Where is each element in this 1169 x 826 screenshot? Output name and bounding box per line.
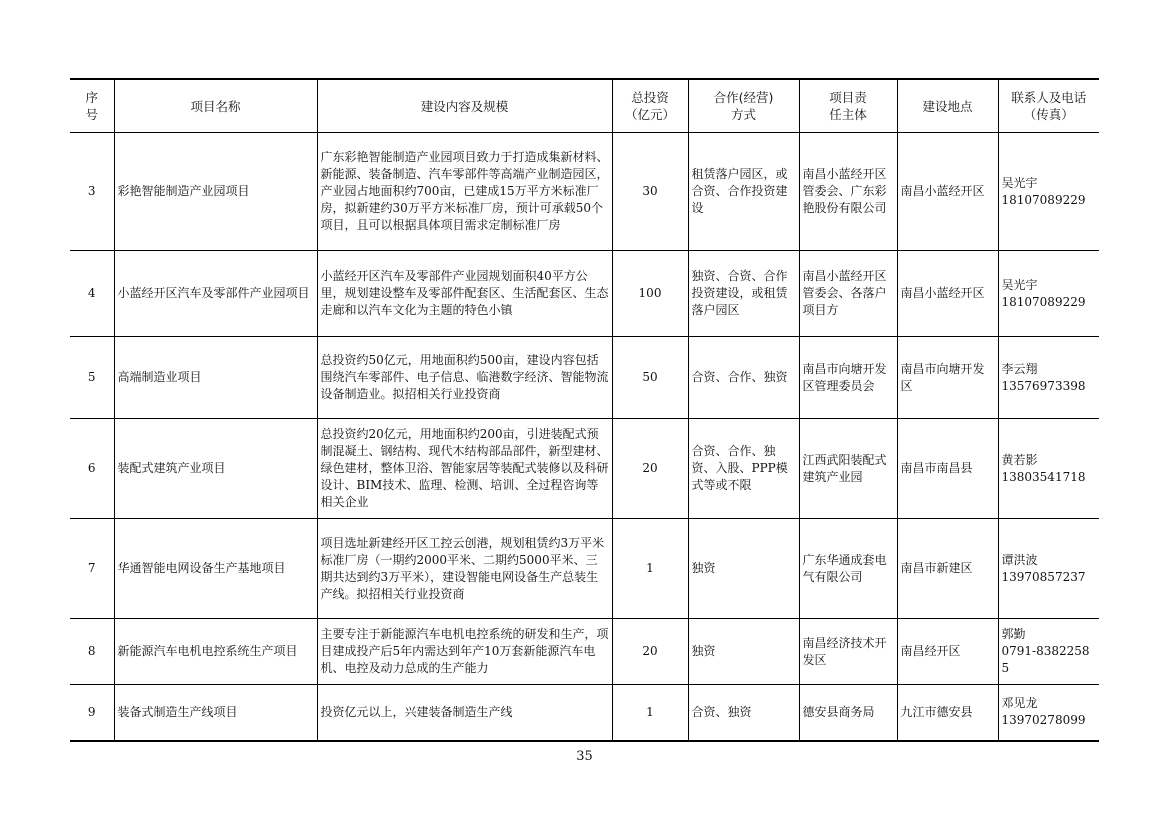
contact-phone: 13803541718: [1001, 469, 1086, 484]
cell-responsible: 江西武阳装配式建筑产业园: [799, 419, 897, 519]
table-row: [70, 519, 1099, 619]
cell-location: 南昌小蓝经开区: [897, 251, 998, 337]
cell-seq: 8: [70, 619, 114, 685]
cell-cooperation: 独资: [688, 619, 799, 685]
cell-content: 总投资约50亿元，用地面积约500亩，建设内容包括围绕汽车零部件、电子信息、临港数字经济、智能物流设备制造业。拟招相关行业投资商: [317, 337, 612, 419]
cell-seq: 7: [70, 519, 114, 619]
cell-investment: 1: [612, 685, 688, 741]
contact-phone: 13970857237: [1001, 569, 1086, 584]
table-row: [70, 419, 1099, 519]
cell-cooperation: 独资: [688, 519, 799, 619]
cell-name: 高端制造业项目: [114, 337, 317, 419]
cell-contact: [998, 419, 1099, 519]
cell-seq: 9: [70, 685, 114, 741]
cell-investment: 20: [612, 619, 688, 685]
cell-name: 新能源汽车电机电控系统生产项目: [114, 619, 317, 685]
contact-phone: 13576973398: [1001, 378, 1086, 393]
header-investment: 总投资 （亿元）: [612, 79, 688, 133]
contact-name: 谭洪波: [1001, 552, 1038, 567]
cell-contact: [998, 133, 1099, 251]
cell-name: 小蓝经开区汽车及零部件产业园项目: [114, 251, 317, 337]
header-location: 建设地点: [897, 79, 998, 133]
contact-name: 邓见龙: [1001, 696, 1038, 711]
cell-content: 小蓝经开区汽车及零部件产业园规划面积40平方公里，规划建设整车及零部件配套区、生活配套区、生态走廊和以汽车文化为主题的特色小镇: [317, 251, 612, 337]
cell-seq: 4: [70, 251, 114, 337]
table-row: [70, 685, 1099, 741]
cell-seq: 6: [70, 419, 114, 519]
contact-phone: 18107089229: [1001, 192, 1086, 207]
cell-investment: 20: [612, 419, 688, 519]
cell-location: 南昌市新建区: [897, 519, 998, 619]
cell-location: 南昌市南昌县: [897, 419, 998, 519]
contact-name: 吴光宇: [1001, 175, 1038, 190]
cell-responsible: 广东华通成套电气有限公司: [799, 519, 897, 619]
header-contact: 联系人及电话 （传真）: [998, 79, 1099, 133]
contact-name: 吴光宇: [1001, 277, 1038, 292]
cell-name: 装备式制造生产线项目: [114, 685, 317, 741]
cell-contact: [998, 337, 1099, 419]
cell-contact: [998, 519, 1099, 619]
cell-responsible: 德安县商务局: [799, 685, 897, 741]
cell-contact: [998, 251, 1099, 337]
cell-location: 南昌经开区: [897, 619, 998, 685]
cell-location: 九江市德安县: [897, 685, 998, 741]
cell-contact: [998, 685, 1099, 741]
cell-name: 华通智能电网设备生产基地项目: [114, 519, 317, 619]
cell-content: 项目选址新建经开区工控云创港，规划租赁约3万平米标准厂房（一期约2000平米、二期约5000平米、三期共达到约3万平米），建设智能电网设备生产总装生产线。拟招相关行业投资商: [317, 519, 612, 619]
cell-seq: 3: [70, 133, 114, 251]
cell-investment: 1: [612, 519, 688, 619]
table-row: [70, 337, 1099, 419]
cell-cooperation: 租赁落户园区，或合资、合作投资建设: [688, 133, 799, 251]
cell-contact: [998, 619, 1099, 685]
header-seq: 序 号: [70, 79, 114, 133]
cell-investment: 50: [612, 337, 688, 419]
projects-table: [70, 78, 1099, 742]
cell-seq: 5: [70, 337, 114, 419]
contact-phone: 18107089229: [1001, 294, 1086, 309]
cell-cooperation: 合资、合作、独资: [688, 337, 799, 419]
contact-phone: 0791-83822585: [1001, 644, 1090, 675]
table-row: [70, 619, 1099, 685]
cell-responsible: 南昌市向塘开发区管理委员会: [799, 337, 897, 419]
cell-responsible: 南昌小蓝经开区管委会、广东彩艳股份有限公司: [799, 133, 897, 251]
cell-investment: 30: [612, 133, 688, 251]
cell-investment: 100: [612, 251, 688, 337]
cell-name: 装配式建筑产业项目: [114, 419, 317, 519]
contact-name: 黄若影: [1001, 452, 1038, 467]
cell-location: 南昌小蓝经开区: [897, 133, 998, 251]
cell-responsible: 南昌经济技术开发区: [799, 619, 897, 685]
cell-cooperation: 合资、独资: [688, 685, 799, 741]
header-cooperation: 合作(经营) 方式: [688, 79, 799, 133]
header-content: 建设内容及规模: [317, 79, 612, 133]
cell-content: 广东彩艳智能制造产业园项目致力于打造成集新材料、新能源、装备制造、汽车零部件等高端产业制造园区，产业园占地面积约700亩，已建成15万平方米标准厂房，拟新建约30万平方米标准厂房，预计可承载50个项目，且可以根据具体项目需求定制标准厂房: [317, 133, 612, 251]
table-row: [70, 251, 1099, 337]
page-number: 35: [576, 749, 593, 764]
cell-content: 主要专注于新能源汽车电机电控系统的研发和生产，项目建成投产后5年内需达到年产10万套新能源汽车电机、电控及动力总成的生产能力: [317, 619, 612, 685]
cell-content: 总投资约20亿元，用地面积约200亩，引进装配式预制混凝土、钢结构、现代木结构部品部件，新型建材、绿色建材，整体卫浴、智能家居等装配式装修以及科研设计、BIM技术、监理、检测、培训、全过程咨询等相关企业: [317, 419, 612, 519]
cell-cooperation: 合资、合作、独资、入股、PPP模式等或不限: [688, 419, 799, 519]
cell-cooperation: 独资、合资、合作投资建设，或租赁落户园区: [688, 251, 799, 337]
table-row: [70, 133, 1099, 251]
cell-name: 彩艳智能制造产业园项目: [114, 133, 317, 251]
header-name: 项目名称: [114, 79, 317, 133]
contact-name: 李云翔: [1001, 361, 1038, 376]
contact-name: 郭勤: [1001, 627, 1026, 641]
cell-location: 南昌市向塘开发区: [897, 337, 998, 419]
contact-phone: 13970278099: [1001, 713, 1086, 728]
cell-responsible: 南昌小蓝经开区管委会、各落户项目方: [799, 251, 897, 337]
header-row: [70, 79, 1099, 133]
header-responsible: 项目责 任主体: [799, 79, 897, 133]
cell-content: 投资亿元以上，兴建装备制造生产线: [317, 685, 612, 741]
